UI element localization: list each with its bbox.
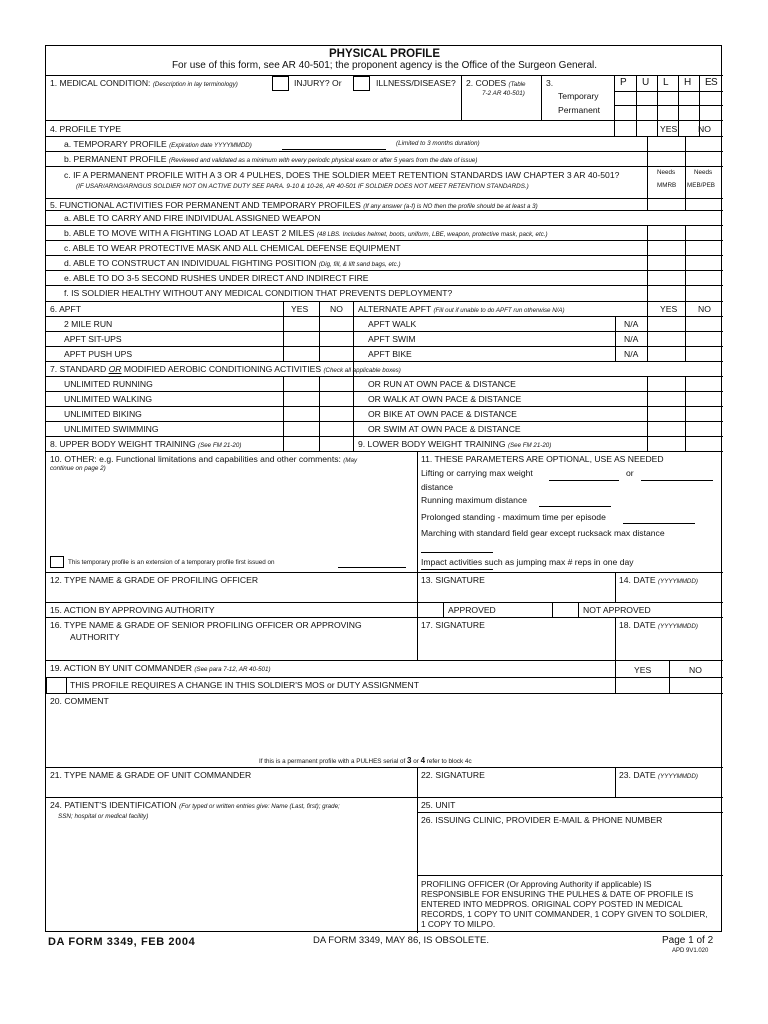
apft-alt-row-1: APFT WALK	[368, 319, 417, 329]
aerobic-row-3: UNLIMITED BIKING	[64, 409, 142, 419]
block4a-label: a. TEMPORARY PROFILE (Expiration date YYYYMMDD)	[64, 139, 252, 149]
pulhes-p: P	[620, 77, 627, 88]
apft-row-1: 2 MILE RUN	[64, 319, 113, 329]
extension-label: This temporary profile is an extension of a temporary profile first issued on	[68, 559, 275, 566]
alt-apft-label: ALTERNATE APFT (Fill out if unable to do APFT run otherwise N/A)	[358, 304, 565, 314]
block19-no: NO	[689, 665, 702, 675]
lift-label: Lifting or carrying max weight	[421, 468, 533, 478]
form-subtitle: For use of this form, see AR 40-501; the proponent agency is the Office of the Surgeon General.	[171, 60, 598, 71]
apft-yes: YES	[291, 304, 309, 314]
block18-label: 18. DATE (YYYYMMDD)	[619, 620, 698, 630]
running-label: Running maximum distance	[421, 495, 528, 505]
block20-label: 20. COMMENT	[50, 696, 109, 706]
aerobic-alt-3: OR BIKE AT OWN PACE & DISTANCE	[368, 409, 517, 419]
block19-yes: YES	[634, 665, 652, 675]
block10-label: 10. OTHER: e.g. Functional limitations and capabilities and other comments: (May	[50, 454, 358, 464]
aerobic-alt-2: OR WALK AT OWN PACE & DISTANCE	[368, 394, 522, 404]
block13-label: 13. SIGNATURE	[421, 575, 485, 585]
block4-label: 4. PROFILE TYPE	[50, 124, 122, 134]
pulhes-s: S	[711, 77, 718, 88]
standing-label: Prolonged standing - maximum time per episode	[421, 512, 606, 522]
apd-code: APD 9V1.020	[672, 948, 709, 954]
block16-label2: AUTHORITY	[70, 632, 120, 642]
obsolete-notice: DA FORM 3349, MAY 86, IS OBSOLETE.	[313, 935, 489, 946]
apft-row-3: APFT PUSH UPS	[64, 349, 133, 359]
block5-label: 5. FUNCTIONAL ACTIVITIES FOR PERMANENT AND TEMPORARY PROFILES (If any answer (a-f) is NO then the profile should be at least a 3)	[50, 200, 538, 210]
block14-label: 14. DATE (YYYYMMDD)	[619, 575, 698, 585]
extension-date-field[interactable]	[338, 567, 406, 568]
block16-label: 16. TYPE NAME & GRADE OF SENIOR PROFILING OFFICER OR APPROVING	[50, 620, 362, 630]
apft-na-1: N/A	[624, 319, 639, 329]
running-field[interactable]	[539, 506, 611, 507]
block24-hint: SSN; hospital or medical facility)	[58, 813, 149, 820]
apft-alt-row-3: APFT BIKE	[368, 349, 412, 359]
block23-label: 23. DATE (YYYYMMDD)	[619, 770, 698, 780]
pulhes-l: L	[663, 77, 669, 88]
block6-label: 6. APFT	[50, 304, 82, 314]
pulhes-u: U	[642, 77, 650, 88]
block21-label: 21. TYPE NAME & GRADE OF UNIT COMMANDER	[50, 770, 252, 780]
mmrb-label: MMRB	[657, 182, 677, 189]
block11-label: 11. THESE PARAMETERS ARE OPTIONAL, USE AS NEEDED	[421, 454, 664, 464]
aerobic-row-2: UNLIMITED WALKING	[64, 394, 153, 404]
distance-label: distance	[421, 482, 454, 492]
aerobic-alt-1: OR RUN AT OWN PACE & DISTANCE	[368, 379, 516, 389]
form-title: PHYSICAL PROFILE	[329, 48, 440, 60]
needs-mebpeb-1: Needs	[694, 169, 713, 176]
block2-label: 2. CODES (Table	[466, 78, 526, 88]
block24-label: 24. PATIENT'S IDENTIFICATION (For typed or written entries give: Name (Last, first); grade;	[50, 800, 340, 810]
block17-label: 17. SIGNATURE	[421, 620, 485, 630]
mebpeb-label: MEB/PEB	[687, 182, 715, 189]
mos-change-label: THIS PROFILE REQUIRES A CHANGE IN THIS SOLDIER'S MOS or DUTY ASSIGNMENT	[70, 680, 419, 690]
block4b-label: b. PERMANENT PROFILE (Reviewed and validated as a minimum with every periodic physical exam or after 5 years from the date of issue)	[64, 154, 478, 164]
permanent-label: Permanent	[558, 105, 601, 115]
block5b: b. ABLE TO MOVE WITH A FIGHTING LOAD AT LEAST 2 MILES (48 LBS. Includes helmet, boots, uniform, LBE, weapon, protective mask, pack, etc.)	[64, 228, 548, 238]
block1-label: 1. MEDICAL CONDITION: (Description in lay terminology)	[50, 78, 238, 88]
block5c: c. ABLE TO WEAR PROTECTIVE MASK AND ALL CHEMICAL DEFENSE EQUIPMENT	[64, 243, 401, 253]
apft-na-3: N/A	[624, 349, 639, 359]
block5d: d. ABLE TO CONSTRUCT AN INDIVIDUAL FIGHTING POSITION (Dig, fill, & lift sand bags, etc.)	[64, 258, 401, 268]
block10-hint: continue on page 2)	[50, 465, 106, 472]
aerobic-row-1: UNLIMITED RUNNING	[64, 379, 153, 389]
block2-hint: 7-2 AR 40-501)	[482, 90, 525, 97]
not-approved-label: NOT APPROVED	[583, 605, 651, 615]
lift-alt-field[interactable]	[641, 480, 713, 481]
block19-label: 19. ACTION BY UNIT COMMANDER (See para 7-12, AR 40-501)	[50, 663, 271, 673]
block4c-hint: (IF USAR/ARNG/ARNGUS SOLDIER NOT ON ACTIVE DUTY SEE PARA. 9-10 & 10-26, AR 40-501 IF SOLDIER DOES NOT MEET RETENTION STANDARDS.)	[76, 183, 529, 190]
block9-label: 9. LOWER BODY WEIGHT TRAINING (See FM 21-20)	[358, 439, 552, 449]
block4c-label: c. IF A PERMANENT PROFILE WITH A 3 OR 4 PULHES, DOES THE SOLDIER MEET RETENTION STANDARDS IAW CHAPTER 3 AR 40-501?	[64, 170, 620, 180]
marching-label: Marching with standard field gear except rucksack max distance	[421, 528, 665, 538]
page-number: Page 1 of 2	[662, 935, 714, 946]
physical-profile-form	[45, 45, 722, 932]
temp-expiration-field[interactable]	[282, 149, 386, 150]
block5a: a. ABLE TO CARRY AND FIRE INDIVIDUAL ASSIGNED WEAPON	[64, 213, 321, 223]
block26-label: 26. ISSUING CLINIC, PROVIDER E-MAIL & PHONE NUMBER	[421, 815, 663, 825]
block22-label: 22. SIGNATURE	[421, 770, 485, 780]
marching-field[interactable]	[421, 552, 493, 553]
pulhes-e: E	[705, 77, 712, 88]
lift-weight-field[interactable]	[549, 480, 619, 481]
aerobic-alt-4: OR SWIM AT OWN PACE & DISTANCE	[368, 424, 521, 434]
temporary-label: Temporary	[558, 91, 599, 101]
block7-label: 7. STANDARD OR MODIFIED AEROBIC CONDITIONING ACTIVITIES (Check all applicable boxes)	[50, 364, 401, 374]
block4-yes: YES	[660, 124, 678, 134]
block3-label: 3.	[546, 78, 554, 88]
apft-row-2: APFT SIT-UPS	[64, 334, 122, 344]
impact-field[interactable]	[421, 569, 493, 570]
needs-mmrb-1: Needs	[657, 169, 676, 176]
block4a-limit: (Limited to 3 months duration)	[396, 140, 480, 147]
standing-field[interactable]	[623, 523, 695, 524]
block5f: f. IS SOLDIER HEALTHY WITHOUT ANY MEDICAL CONDITION THAT PREVENTS DEPLOYMENT?	[64, 288, 453, 298]
alt-apft-no: NO	[698, 304, 711, 314]
block25-label: 25. UNIT	[421, 800, 456, 810]
block8-label: 8. UPPER BODY WEIGHT TRAINING (See FM 21-20)	[50, 439, 242, 449]
illness-checkbox[interactable]	[353, 76, 370, 91]
block4-no: NO	[698, 124, 711, 134]
alt-apft-yes: YES	[660, 304, 678, 314]
extension-checkbox[interactable]	[50, 556, 64, 568]
impact-label: Impact activities such as jumping max # reps in one day	[421, 557, 634, 567]
apft-no: NO	[330, 304, 343, 314]
approved-label: APPROVED	[448, 605, 496, 615]
block15-label: 15. ACTION BY APPROVING AUTHORITY	[50, 605, 215, 615]
aerobic-row-4: UNLIMITED SWIMMING	[64, 424, 159, 434]
block5e: e. ABLE TO DO 3-5 SECOND RUSHES UNDER DIRECT AND INDIRECT FIRE	[64, 273, 369, 283]
apft-alt-row-2: APFT SWIM	[368, 334, 416, 344]
injury-label: INJURY? Or	[294, 78, 342, 88]
lift-or: or	[626, 468, 634, 478]
pulhes-h: H	[684, 77, 692, 88]
block20-note: If this is a permanent profile with a PULHES serial of 3 or 4 refer to block 4c	[259, 756, 472, 765]
illness-label: ILLNESS/DISEASE?	[376, 78, 456, 88]
profiling-officer-notice: PROFILING OFFICER (Or Approving Authority if applicable) IS RESPONSIBLE FOR ENSURING THE PULHES & DATE OF PROFILE IS ENTERED INTO MEDPROS. ORIGINAL COPY POSTED IN MEDICAL RECORDS, 1 COPY TO UNIT COMMANDER, 1 COPY GIVEN TO SOLDIER, 1 COPY TO MILPO.	[421, 879, 708, 929]
apft-na-2: N/A	[624, 334, 639, 344]
block12-label: 12. TYPE NAME & GRADE OF PROFILING OFFICER	[50, 575, 259, 585]
injury-checkbox[interactable]	[272, 76, 289, 91]
form-id: DA FORM 3349, FEB 2004	[48, 936, 196, 948]
